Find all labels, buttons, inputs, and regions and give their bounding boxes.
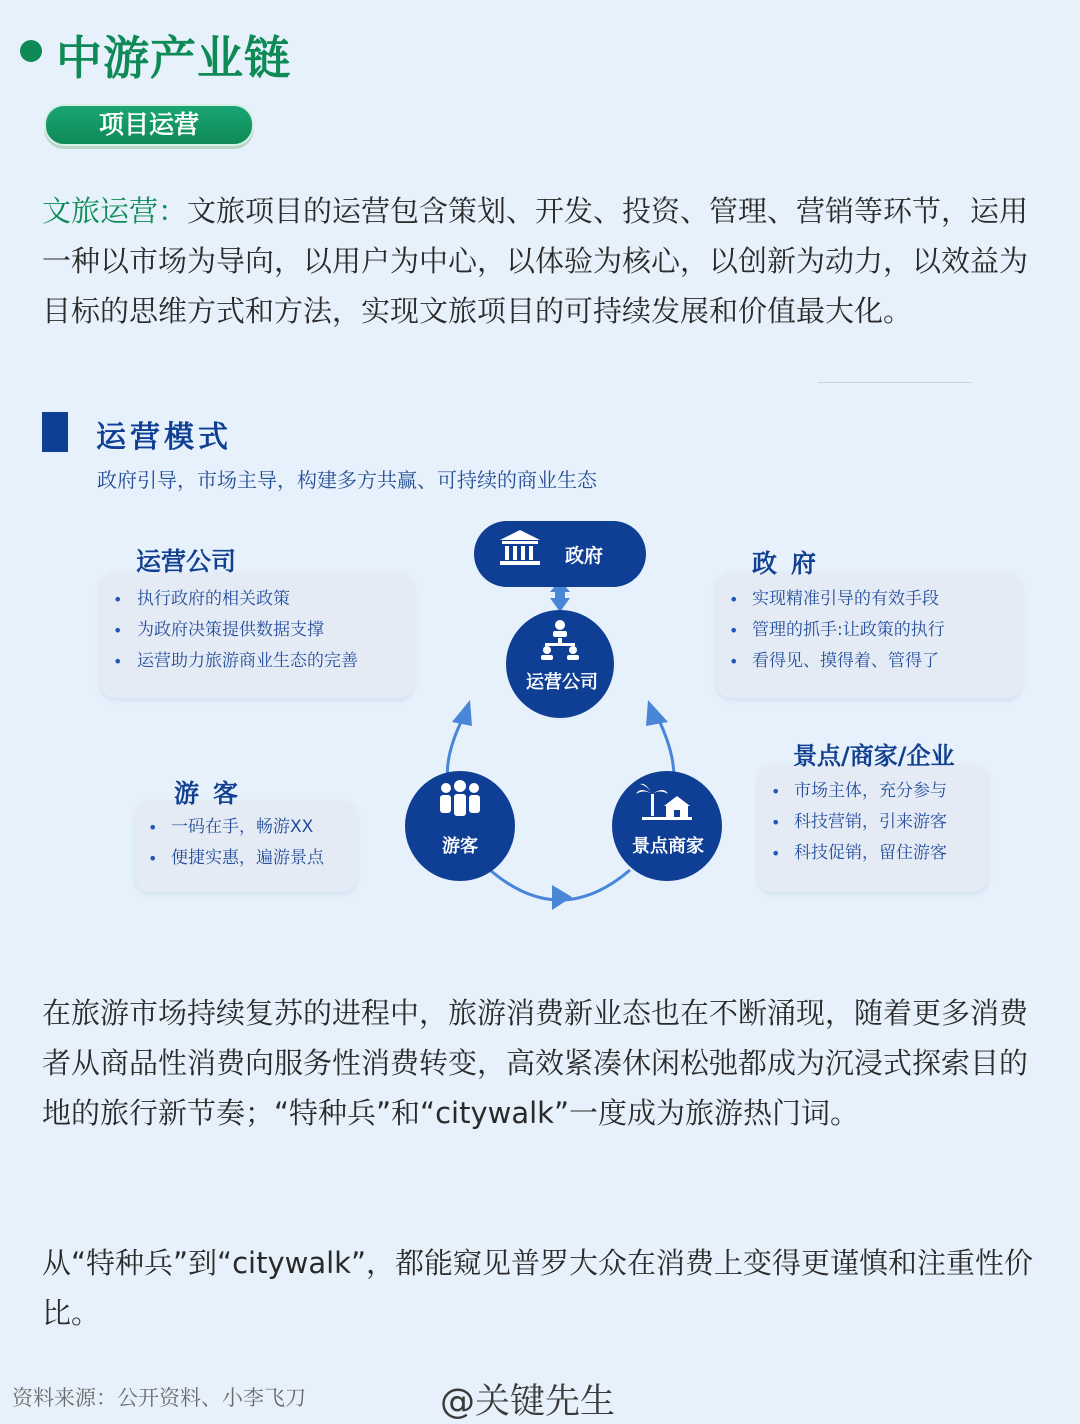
business-card-title: 景点/商家/企业 (793, 742, 955, 770)
tourist-card-title: 游客 (174, 779, 253, 808)
list-item: • 看得见、摸得着、管得了 (716, 646, 1022, 677)
list-item: • 为政府决策提供数据支撑 (100, 615, 414, 646)
people-group-icon (440, 780, 480, 816)
list-item: • 执行政府的相关政策 (100, 584, 414, 615)
list-item: • 市场主体，充分参与 (758, 776, 988, 807)
section-marker-bar (42, 412, 68, 452)
body-paragraph-2: 从“特种兵”到“citywalk”，都能窥见普罗大众在消费上变得更谨慎和注重性价比。 (42, 1246, 1033, 1330)
section-tag: 项目运营 (44, 104, 254, 146)
intro-text: 文旅项目的运营包含策划、开发、投资、管理、营销等环节，运用一种以市场为导向，以用户为中心，以体验为核心，以创新为动力，以效益为目标的思维方式和方法，实现文旅项目的可持续发展和价值最大化。 (42, 194, 1029, 328)
arrow-bottom (552, 885, 572, 910)
tourist-node (405, 771, 515, 881)
cycle-diagram (400, 510, 730, 920)
company-list (100, 584, 414, 677)
intro-highlight: 文旅运营： (42, 194, 188, 228)
mode-subtitle: 政府引导，市场主导，构建多方共赢、可持续的商业生态 (97, 468, 597, 492)
title-bullet-dot (20, 40, 42, 62)
business-list (758, 776, 988, 869)
company-node (506, 610, 614, 718)
tourist-node-label: 游客 (442, 836, 478, 857)
divider (818, 382, 972, 383)
source-note: 资料来源：公开资料、小李飞刀 (12, 1386, 306, 1410)
government-list (716, 584, 1022, 677)
list-item: • 科技促销，留住游客 (758, 838, 988, 869)
arrow-left (452, 700, 472, 726)
page-title: 中游产业链 (56, 31, 291, 85)
list-item: • 科技营销，引来游客 (758, 807, 988, 838)
intro-paragraph (42, 186, 1042, 336)
list-item: • 一码在手，畅游XX (135, 812, 357, 843)
list-item: • 管理的抓手:让政策的执行 (716, 615, 1022, 646)
company-card (100, 572, 414, 698)
author-watermark: @关键先生 (440, 1382, 616, 1422)
list-item: • 运营助力旅游商业生态的完善 (100, 646, 414, 677)
government-node-label: 政府 (564, 545, 604, 567)
company-node-label: 运营公司 (526, 672, 598, 693)
tourist-card (135, 800, 357, 892)
list-item: • 实现精准引导的有效手段 (716, 584, 1022, 615)
government-card (716, 572, 1022, 698)
business-node (612, 771, 722, 881)
government-card-title: 政府 (752, 549, 831, 578)
tourist-list (135, 812, 357, 874)
mode-title: 运营模式 (96, 420, 232, 455)
government-node (474, 521, 646, 587)
arrow-right (646, 700, 668, 726)
company-card-title: 运营公司 (136, 547, 237, 576)
business-node-label: 景点商家 (632, 836, 704, 857)
business-card (758, 764, 988, 892)
list-item: • 便捷实惠，遍游景点 (135, 843, 357, 874)
body-paragraph-1: 在旅游市场持续复苏的进程中，旅游消费新业态也在不断涌现，随着更多消费者从商品性消费向服务性消费转变，高效紧凑休闲松弛都成为沉浸式探索目的地的旅行新节奏；“特种兵”和“citywalk”一度成为旅游热门词。 (42, 996, 1029, 1130)
